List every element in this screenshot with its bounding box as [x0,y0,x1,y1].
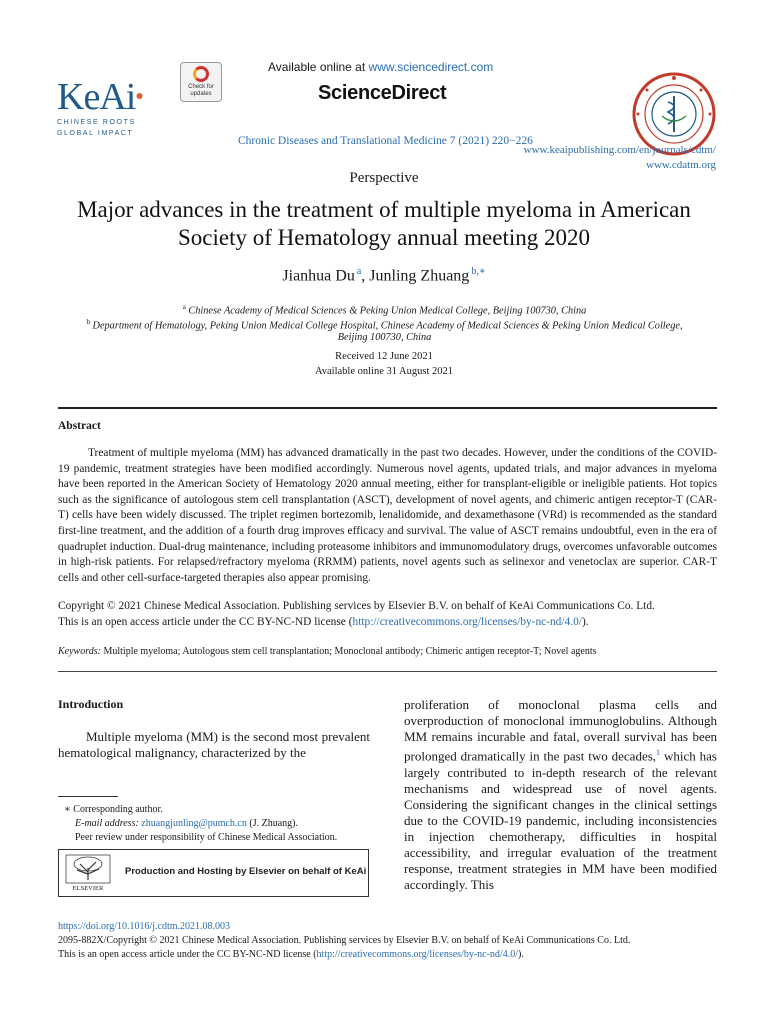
email-link[interactable]: zhuangjunling@pumch.cn [141,818,247,829]
license-link[interactable]: http://creativecommons.org/licenses/by-nc-nd/4.0/ [352,615,582,628]
doi-link[interactable]: https://doi.org/10.1016/j.cdtm.2021.08.003 [58,921,231,932]
check-updates-label-2: updates [190,91,212,97]
footer-license-prefix: This is an open access article under the CC BY-NC-ND license ( [58,949,317,960]
email-label: E-mail address: [75,818,142,829]
publisher-tagline-1: CHINESE ROOTS [57,119,136,126]
author-separator: , [361,267,370,285]
keai-logo[interactable] [57,78,147,138]
available-online [268,60,493,74]
elsevier-hosting-text: Production and Hosting by Elsevier on behalf of KeAi [125,866,367,877]
sciencedirect-brand: ScienceDirect [318,82,447,104]
journal-url-cdatm[interactable]: www.cdatm.org [646,159,716,171]
footer-license [58,948,717,962]
intro-left-paragraph [58,729,370,761]
license-prefix: This is an open access article under the CC BY-NC-ND license ( [58,615,353,628]
license-suffix: ). [581,615,589,628]
affiliation-b-mark: b [86,318,90,326]
check-updates-label-1: Check for [188,84,214,90]
sciencedirect-link[interactable]: www.sciencedirect.com [368,60,494,74]
affiliation-marker[interactable]: b,∗ [471,266,486,277]
received-date: Received 12 June 2021 [335,351,433,362]
available-date: Available online 31 August 2021 [314,366,454,377]
affiliation-b-text-1: Department of Hematology, Peking Union Medical College Hospital, Chinese Academy of Medical Sciences & Peking Union Medical College, [92,320,683,332]
affiliation-a-mark: a [182,303,186,311]
footnote [58,803,378,845]
check-for-updates-button[interactable] [180,62,222,102]
intro-right-paragraph [404,697,717,893]
check-updates-icon [193,66,209,82]
footer-license-suffix: ). [517,949,524,960]
publisher-tagline-2: GLOBAL IMPACT [57,130,134,137]
intro-right-text-2: which has largely contributed to in-depth research of the relevant mechanisms and widespread use of novel agents. Considering the significant changes in the clinical settings due to the COVID-19 pandemic, including inconsistencies in injection chemotherapy, difficulties in hospital accessibility, and irregular evaluation of the treatment response, treatment strategies in MM have been modified accordingly. This [404,748,717,893]
abstract-top-rule [58,407,717,409]
intro-right-text-1: proliferation of monoclonal plasma cells and overproduction of monoclonal immunoglobulins. Although MM remains incurable and fatal, overall survival has been prolonged dramatically in the past two decades, [404,697,717,764]
abstract-body [58,446,717,586]
peer-review-note: Peer review under responsibility of Chinese Medical Association. [75,832,338,843]
keywords [58,646,717,657]
intro-left-text: Multiple myeloma (MM) is the second most prevalent hematological malignancy, characterized by the [58,729,370,761]
abstract-text: Treatment of multiple myeloma (MM) has advanced dramatically in the past two decades. However, under the conditions of the COVID-19 pandemic, treatment strategies have been modified accordingly. Numerous novel agents, updated trials, and major advances in myeloma have been reported in the American Society of Hematology 2020 annual meeting, either for transplant-eligible or ineligible patients. Hot topics such as the significance of autologous stem cell transplantation (ASCT), development of novel agents, and chimeric antigen receptor-T (CAR-T) cells have been widely discussed. The triplet regimen bortezomib, lenalidomide, and dexamethasone (VRd) is recommended as the standard first-line treatment, and the addition of a fourth drug improves efficacy and survival. The value of ASCT remains undoubtful, even in the era of quadruplet induction. Dual-drug maintenance, including proteasome inhibitors and immunomodulatory drugs, overcomes unfavorable outcomes in high-risk patients. For relapsed/refractory myeloma (RRMM) patients, novel agents such as selinexor and venetoclax are superior. CAR-T cells and other cell-surface-targeted therapies also appear promising. [58,447,717,584]
abstract-copyright [58,599,717,630]
article-title: Major advances in the treatment of multiple myeloma in American Society of Hematology annual meeting 2020 [77,197,691,250]
elsevier-hosting-box [58,849,369,897]
publisher-name: KeAi [57,76,136,118]
available-online-prefix: Available online at [268,60,369,74]
footer-license-link[interactable]: http://creativecommons.org/licenses/by-nc-nd/4.0/ [316,949,518,960]
affiliation-a-text: Chinese Academy of Medical Sciences & Peking Union Medical College, Beijing 100730, China [188,305,587,317]
affiliation-b-line-2: Beijing 100730, China [337,332,432,343]
reference-link[interactable]: 1 [656,748,661,758]
journal-reference[interactable]: Chronic Diseases and Translational Medicine 7 (2021) 220−226 [238,135,533,147]
affiliation-marker[interactable]: a [356,266,362,277]
abstract-heading: Abstract [58,420,101,432]
logo-dot-icon: ● [135,89,143,104]
footnote-rule [58,796,118,797]
elsevier-logo-text: ELSEVIER [72,885,104,892]
keywords-label: Keywords: [58,646,101,657]
author-name[interactable]: Junling Zhuang [369,267,470,285]
journal-url-keai[interactable]: www.keaipublishing.com/en/journals/cdtm/ [523,144,716,156]
article-type: Perspective [349,170,419,186]
copyright-line: Copyright © 2021 Chinese Medical Association. Publishing services by Elsevier B.V. on behalf of KeAi Communications Co. Ltd. [58,600,655,612]
email-suffix: (J. Zhuang). [246,818,298,829]
issn-copyright: 2095-882X/Copyright © 2021 Chinese Medical Association. Publishing services by Elsevier B.V. on behalf of KeAi Communications Co. Ltd. [58,935,631,946]
keywords-text: Multiple myeloma; Autologous stem cell transplantation; Monoclonal antibody; Chimeric antigen receptor-T; Novel agents [100,646,597,657]
corresponding-author: ∗ Corresponding author. [64,804,163,815]
abstract-bottom-rule [58,671,717,672]
author-list [0,266,768,285]
author-name[interactable]: Jianhua Du [282,267,355,285]
elsevier-tree-icon [65,854,111,892]
introduction-heading: Introduction [58,697,124,711]
